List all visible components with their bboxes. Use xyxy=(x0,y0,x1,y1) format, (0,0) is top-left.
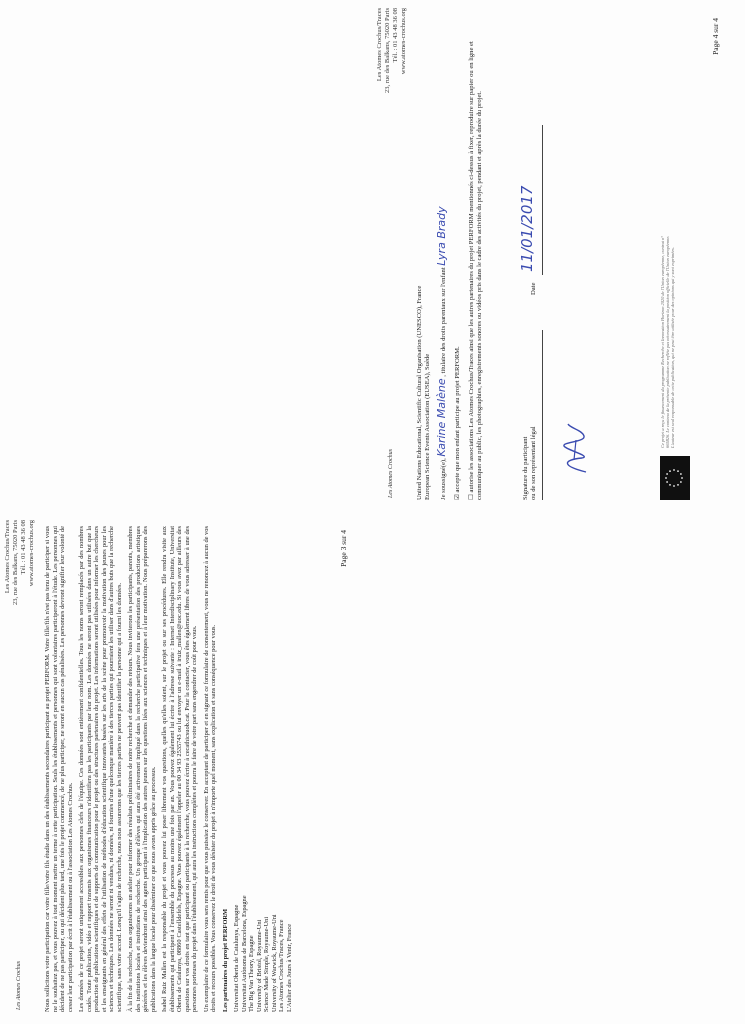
address-line: 23, rue des Balkans, 75020 Paris xyxy=(12,520,19,606)
eu-funding-notice: Ce projet a reçu le financement du programme Recherche et Innovation Horizon 2020 de l'Union européenne, contrat n° 665826. Le contenu de la présente publication ne reflète pas nécessairement la position officielle de l'Union européenne. L'auteur est seul responsable de cette publication, qui ne peut être utilisée pour des opinions qui y sont exprimées. xyxy=(660,235,675,448)
list-item: Universitat Oberta de Catalunya, Espagne xyxy=(233,904,240,1012)
address-line: Tél. : 01 43 48 36 08 xyxy=(392,8,399,63)
signature-section xyxy=(518,14,602,500)
partners-list xyxy=(233,526,293,1012)
paragraph: Nous sollicitons votre participation car votre fille/votre fils étudie dans un des établissements secondaires participant au projet PERFORM. Votre fille/fils n'est pas tenu de participer si vous ne le souhaitez pas, et vous pouvez à tout moment mettre un terme à cette participation. Seuls les établissements et personnes qui sont volontaires participeront à l'étude. Les personnes qui décident de ne pas participer, ou qui décident plus tard, une fois le projet commencé, de ne plus participer, ne seront en aucun cas pénalisées. Les personnes devront signifier leur volonté de cesser leur participation par écrit à l'établissement ou à l'association Les Atomes Crochus. xyxy=(44,526,74,1012)
paragraph: Un exemplaire de ce formulaire vous sera remis pour que vous puissiez le conserver. En acceptant de participer et en signant ce formulaire de consentement, vous ne renoncez à aucun de vos droits et recours possibles. Vous conservez le droit de vous désister du projet à n'importe quel moment, sans explication et sans conséquence pour vous. xyxy=(202,526,217,1012)
address-line: 23, rue des Balkans, 75020 Paris xyxy=(384,8,391,94)
list-item: L'Atelier des Jours à Venir, France xyxy=(285,923,293,1012)
page-4-body xyxy=(416,14,490,500)
page-number: Page 4 sur 4 xyxy=(711,18,720,55)
consent-checkbox-participation: ☑ accepte que mon enfant participe au projet PERFORM. xyxy=(454,346,461,500)
handwritten-child-name: Lyra Brady xyxy=(435,206,448,266)
page-3 xyxy=(0,512,368,1024)
address-line: www.atomes-crochus.org xyxy=(400,8,407,75)
organization-logo: Les Atomes Crochus xyxy=(16,960,22,1010)
handwritten-signature xyxy=(556,420,596,480)
page-4 xyxy=(372,0,740,512)
letterhead-address xyxy=(4,520,36,605)
list-item: The Big Van Theory, Espagne xyxy=(248,935,255,1012)
partners-continued xyxy=(416,14,432,500)
letterhead-address xyxy=(376,8,408,93)
paragraph: Les données de ce projet seront uniquement accessibles aux personnes clefs de l'équipe. Ces données sont entièrement confidentielles. Tous les noms seront remplacés par des nombres codés. Toute publication, vidéo et rapport transmis aux organismes financeurs n'identifiera pas les participants par leur nom. Les données ne seront pas utilisées dans un autre but que la production de publications scientifiques et de supports de communication pour le projet ou des structures partenaires du projet. Les informations seront utilisées pour informer les chercheurs et les enseignants en général des effets de l'utilisation de méthodes d'éducation scientifique innovantes basées sur les arts de la scène pour promouvoir la motivation des jeunes pour les sciences et techniques. Les données ne seront ni vendues, ni données, ni fournies d'une quelconque manière à des tierces parties qui pourraient les utiliser dans d'autres buts que la recherche scientifique, sans votre accord. Lorsqu'il s'agira de recherche, nous nous assurerons que les tierces parties ne peuvent pas identifier la personne qui a fourni les données. xyxy=(78,526,123,1012)
list-item: Les Atomes Crochus/Traces, France xyxy=(278,919,285,1012)
list-item: United Nations Educational, Scientific Cultural Organisation (UNESCO), France xyxy=(416,285,423,500)
signature-label: Signature du participant ou de son représentant légal xyxy=(522,426,537,500)
partners-title: Les partenaires du projet PERFORM xyxy=(221,908,229,1012)
date-line xyxy=(542,125,543,275)
page-number: Page 3 sur 4 xyxy=(339,530,348,567)
list-item: University of Bristol, Royaume-Uni xyxy=(255,919,263,1012)
paragraph: À la fin de la recherche, nous organiserons un atelier pour informer des résultats préliminaires de notre recherche et demander des retours. Nous inviterons les participants, parents, membres des institutions locales et institutions de recherche. Un groupe d'élèves qui aura été activement impliqué dans la recherche participative fera une présentation des productions artistiques générées et les élèves deviendront ainsi des agents participant à l'implication des autres jeunes sur les questions liées aux sciences et techniques et à leur motivation. Nous préparerons des publications dans la langue locale pour disséminer ce que nous avons appris grâce au processus. xyxy=(127,526,157,1012)
list-item: European Science Events Association (EUSEA), Suède xyxy=(424,353,431,500)
list-item: Science Made Simple, Royaume-Uni xyxy=(263,916,270,1012)
page-3-body xyxy=(44,526,293,1012)
address-line: www.atomes-crochus.org xyxy=(28,520,35,587)
consent-prefix: Je soussigné(e), xyxy=(440,458,447,500)
address-line: Tél. : 01 43 48 36 08 xyxy=(20,520,27,575)
address-line: Les Atomes Crochus/Traces xyxy=(4,520,11,594)
eu-flag-icon xyxy=(660,456,690,500)
paragraph: Isabel Ruiz Mallen est la responsable du projet et vous pouvez lui poser librement vos questions, quelles qu'elles soient, sur le projet ou sur ses procédures. Elle rendra visite aux établissements qui participent à l'ensemble du processus au moins une fois par an. Vous pouvez également lui écrire à l'adresse suivante : Internet Interdisciplinary Institute, Universitat Oberta de Catalunya, 08860 Castelldefels, Espagne. Vous pouvez également l'appeler au 00 34 93 2535743 ou lui envoyer un e-mail à iruiz_mallen@uoc.edu. Si vous avez par ailleurs des questions sur vos droits en tant que participant ou participante à la recherche, vous pouvez écrire à cecathicsuob.cat. Pour la contacter, vous êtes également libres de vous adresser à une des personnes porteuses du projet dans l'établissement, qui aura les instructions complètes et pourra le faire de votre part sans engendrer de coût pour vous. xyxy=(161,526,198,1012)
handwritten-parent-name: Karine Malène xyxy=(435,378,448,457)
consent-checkbox-media: ☐ autorise les associations Les Atomes Crochus/Traces ainsi que les autres partenaires du projet PERFORM mentionnés ci-dessus à fixer, reproduire sur papier ou en ligne et communiquer au public, les photographies, enregistrements sonores ou vidéos pris dans le cadre des activités du projet, pendant et après la durée du projet. xyxy=(468,41,483,500)
handwritten-date: 11/01/2017 xyxy=(518,185,536,272)
organization-logo: Les Atomes Crochus xyxy=(388,448,394,498)
consent-suffix: , titulaire des droits parentaux sur l'enfant xyxy=(440,267,447,377)
date-label: Date xyxy=(530,282,537,295)
signature-line xyxy=(542,330,543,500)
address-line: Les Atomes Crochus/Traces xyxy=(376,8,383,82)
consent-statement xyxy=(435,14,448,500)
list-item: University of Warwick, Royaume-Uni xyxy=(270,914,278,1012)
list-item: Universitat Autònoma de Barcelona, Espagne xyxy=(240,895,248,1012)
